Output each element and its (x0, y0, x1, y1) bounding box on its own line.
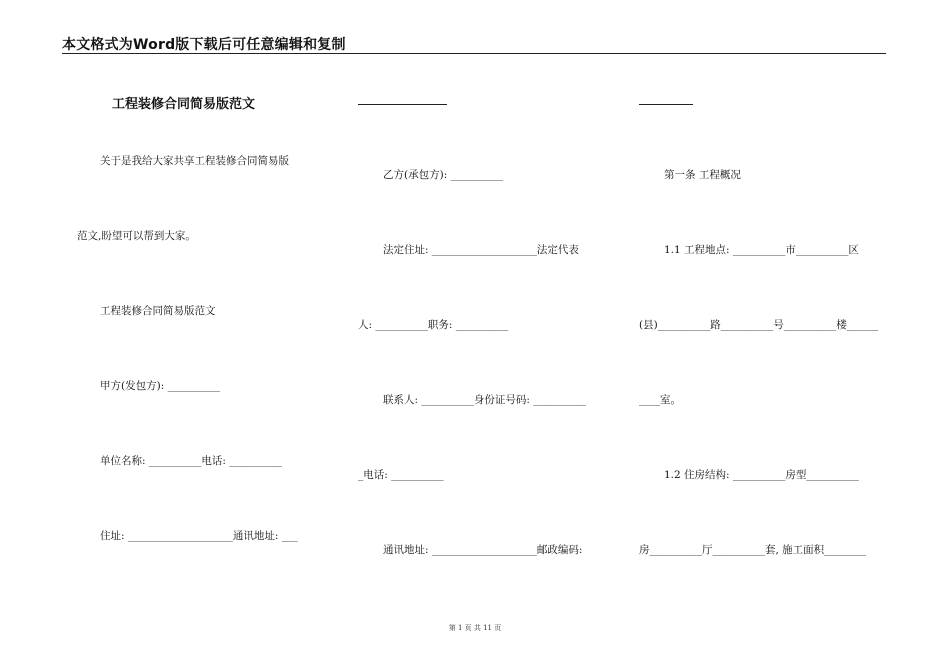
blank-rule-middle (358, 104, 447, 105)
middle-line-4: 联系人: __________身份证号码: __________ (383, 394, 586, 406)
header-text: 本文格式为Word版下载后可任意编辑和复制 (62, 37, 346, 53)
right-line-3: (县)__________路__________号__________楼______ (639, 319, 879, 331)
page-number-footer: 第 1 页 共 11 页 (448, 624, 502, 632)
right-line-4: ____室。 (639, 394, 681, 406)
document-title: 工程装修合同简易版范文 (112, 97, 256, 112)
left-line-3: 工程装修合同简易版范文 (100, 305, 216, 317)
left-line-6: 住址: ____________________通讯地址: ___ (100, 530, 298, 542)
left-line-1: 关于是我给大家共享工程装修合同简易版 (100, 155, 289, 167)
left-line-2: 范文,盼望可以帮到大家。 (77, 230, 196, 242)
middle-line-2: 法定住址: ____________________法定代表 (383, 244, 579, 256)
middle-line-3: 人: __________职务: __________ (358, 319, 509, 331)
right-line-2: 1.1 工程地点: __________市__________区 (664, 244, 859, 256)
right-line-1: 第一条 工程概况 (664, 169, 741, 181)
middle-line-6: 通讯地址: ____________________邮政编码: (383, 544, 583, 556)
middle-line-5: _电话: __________ (358, 469, 444, 481)
left-line-5: 单位名称: __________电话: __________ (100, 455, 282, 467)
right-line-6: 房__________厅__________套, 施工面积________ (639, 544, 867, 556)
right-line-5: 1.2 住房结构: __________房型__________ (664, 469, 859, 481)
blank-rule-right (639, 104, 693, 105)
middle-line-1: 乙方(承包方): __________ (383, 169, 504, 181)
left-line-4: 甲方(发包方): __________ (100, 380, 221, 392)
page-header (62, 33, 886, 54)
